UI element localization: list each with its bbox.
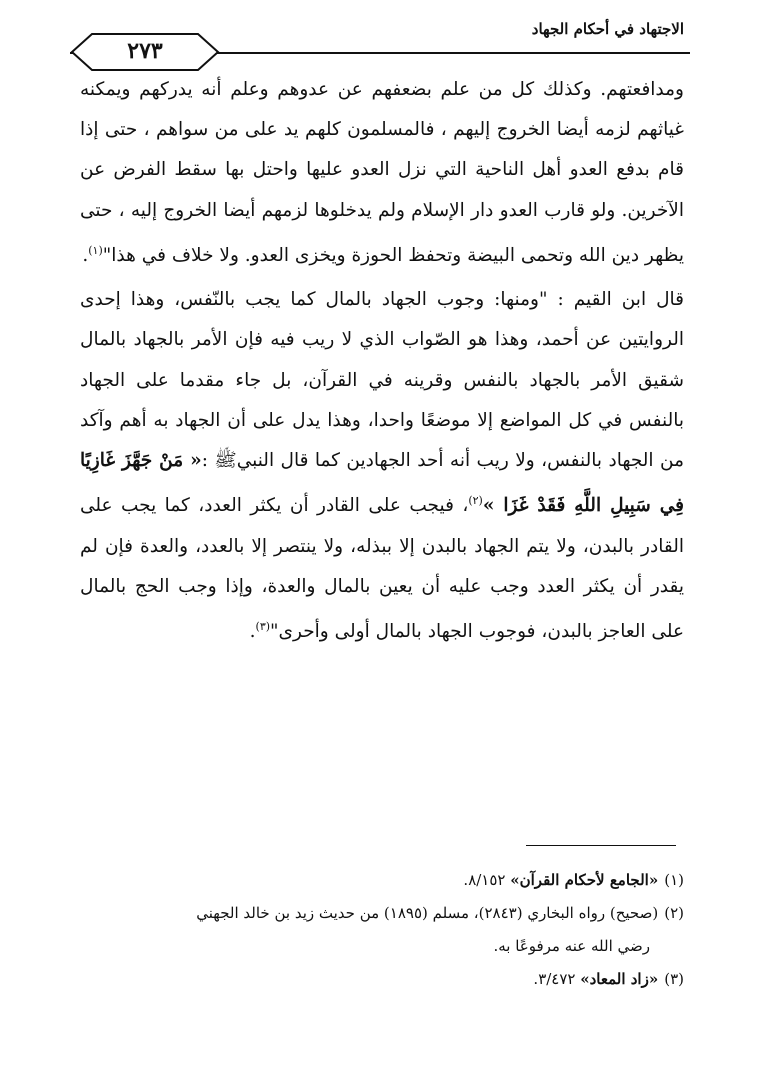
hadith-quote: « مَنْ جَهَّزَ غَازِيًا فِي سَبِيلِ اللَّهِ فَقَدْ غَزَا » [80,449,684,517]
footnote-3 [60,963,684,996]
footnote-number: (٣) [664,970,684,988]
footnote-ref-2: (٢) [468,494,483,508]
footnote-ref-1: (١) [88,243,103,257]
main-text [80,70,684,652]
page-number: ٢٧٣ [127,38,163,64]
paragraph-1-end: . [82,244,89,266]
footnote-separator [526,845,676,846]
footnote-source-title: «الجامع لأحكام القرآن» [510,871,659,889]
paragraph-1-text: ومدافعتهم. وكذلك كل من علم بضعفهم عن عدوهم وعلم أنه يدركهم ويمكنه غياثهم لزمه أيضا الخروج إليهم ، فالمسلمون كلهم يد على من سواهم ، حتى إذا قام بدفع العدو أهل الناحية التي نزل العدو عليها واحتل بها سقط الفرض عن الآخرين. ولو قارب العدو دار الإسلام ولم يدخلوها لزمهم أيضا الخروج إليه ، حتى يظهر دين الله وتحمى البيضة وتحفظ الحوزة ويخزى العدو. ولا خلاف في هذا" [80,79,684,266]
footnote-number: (٢) [664,904,684,922]
footnote-text: ٨/١٥٢. [463,871,511,889]
paragraph-2-text-b: ، فيجب على القادر أن يكثر العدد، كما يجب على القادر بالبدن، ولا يتم الجهاد بالبدن إلا ببذله، ولا ينتصر إلا بالعدد، والعدة فإن لم يقدر أن يكثر العدد وجب عليه أن يعين بالمال والعدة، وإذا وجب الحج بالمال على العاجز بالبدن، فوجوب الجهاد بالمال أولى وأحرى" [80,495,684,643]
page-header [70,14,690,64]
footnotes [60,864,684,996]
footnote-number: (١) [664,871,684,889]
paragraph-2 [80,280,684,652]
footnote-2-continuation [60,930,684,963]
footnote-text: ٣/٤٧٢. [533,970,581,988]
footnote-text: (صحيح) رواه البخاري (٢٨٤٣)، مسلم (١٨٩٥) من حديث زيد بن خالد الجهني [196,904,659,922]
footnote-text: رضي الله عنه مرفوعًا به. [493,937,650,955]
running-title: الاجتهاد في أحكام الجهاد [531,20,684,38]
footnote-source-title: «زاد المعاد» [580,970,659,988]
page-number-frame [70,32,220,72]
paragraph-1 [80,70,684,276]
footnote-ref-3: (٣) [255,619,271,633]
footnote-1 [60,864,684,897]
footnote-2 [60,897,684,930]
paragraph-2-end: . [249,621,256,643]
paragraph-2-text-a: قال ابن القيم : "ومنها: وجوب الجهاد بالمال كما يجب بالنّفس، وهذا إحدى الروايتين عن أحمد، وهذا هو الصّواب الذي لا ريب فيه فإن الأمر بالجهاد بالمال شقيق الأمر بالجهاد بالنفس وقرينه في القرآن، بل جاء مقدما على الجهاد بالنفس في كل المواضع إلا موضعًا واحدا، وهذا يدل على أن الجهاد به أهم وآكد من الجهاد بالنفس، ولا ريب أنه أحد الجهادين كما قال النبيﷺ : [80,289,684,471]
